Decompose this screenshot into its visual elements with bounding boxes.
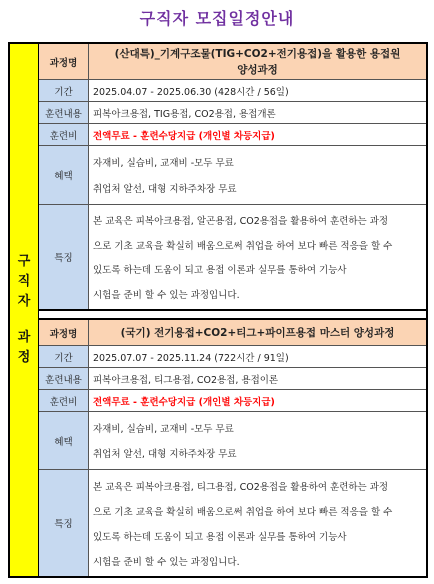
fee-label: 훈련비 <box>39 124 89 145</box>
feature-line: 본 교육은 피복아크용접, 티그용접, CO2용접을 활용하여 훈련하는 과정 <box>93 481 389 493</box>
period-value: 2025.07.07 - 2025.11.24 (722시간 / 91일) <box>93 352 289 364</box>
content-value: 피복아크용접, 티그용접, CO2용접, 용접이론 <box>93 374 279 386</box>
benefit-label: 혜택 <box>39 146 89 204</box>
side-char: 과 <box>17 330 31 345</box>
course-section-2 <box>39 320 426 576</box>
content-row <box>39 102 426 124</box>
feature-line: 시험을 준비 할 수 있는 과정입니다. <box>93 556 240 568</box>
content-label: 훈련내용 <box>39 102 89 123</box>
course-name-line: (산대특)_기계구조물(TIG+CO2+전기용접)을 활용한 용접원 <box>114 47 401 60</box>
course-name-row <box>39 320 426 346</box>
content-label: 훈련내용 <box>39 368 89 389</box>
side-char: 구 <box>17 254 31 269</box>
feature-row <box>39 470 426 576</box>
section-divider <box>39 311 426 320</box>
feature-value <box>89 205 426 309</box>
fee-value: 전액무료 - 훈련수당지급 (개인별 차등지급) <box>93 130 275 142</box>
schedule-table <box>8 42 428 578</box>
period-value: 2025.04.07 - 2025.06.30 (428시간 / 56일) <box>93 86 289 98</box>
course-name-value: (국기) 전기용접+CO2+티그+파이프용접 마스터 양성과정 <box>89 320 426 345</box>
period-row <box>39 80 426 102</box>
benefit-row <box>39 412 426 470</box>
period-label: 기간 <box>39 80 89 101</box>
course-name-line: 양성과정 <box>237 63 278 76</box>
feature-line: 으로 기초 교육을 확실히 배움으로써 취업을 하여 보다 빠른 적응을 할 수 <box>93 506 393 518</box>
benefit-value <box>89 146 426 204</box>
side-category-label <box>10 44 39 576</box>
page-title: 구직자 모집일정안내 <box>139 9 295 28</box>
period-row <box>39 346 426 368</box>
feature-line: 본 교육은 피복아크용접, 알곤용접, CO2용접을 활용하여 훈련하는 과정 <box>93 216 389 228</box>
benefit-line: 취업처 알선, 대형 지하주차장 무료 <box>93 184 237 195</box>
period-label: 기간 <box>39 346 89 367</box>
side-char: 자 <box>17 294 31 309</box>
side-char: 정 <box>17 350 31 365</box>
feature-line: 으로 기초 교육을 확실히 배움으로써 취업을 하여 보다 빠른 적응을 할 수 <box>93 240 393 252</box>
course-name-value <box>89 44 426 79</box>
feature-line: 있도록 하는데 도움이 되고 용접 이론과 실무를 통하여 기능사 <box>93 531 347 543</box>
content-value: 피복아크용접, TIG용접, CO2용접, 용접개론 <box>93 108 276 120</box>
course-name-row <box>39 44 426 80</box>
fee-row <box>39 390 426 412</box>
feature-label: 특징 <box>39 205 89 309</box>
side-char: 직 <box>17 274 31 289</box>
benefit-row <box>39 146 426 205</box>
feature-row <box>39 205 426 309</box>
benefit-label: 혜택 <box>39 412 89 469</box>
benefit-line: 자재비, 실습비, 교재비 -모두 무료 <box>93 423 234 435</box>
fee-row <box>39 124 426 146</box>
feature-line: 있도록 하는데 도움이 되고 용접 이론과 실무를 통하여 기능사 <box>93 265 347 277</box>
course-name-label: 과정명 <box>39 320 89 345</box>
benefit-line: 자재비, 실습비, 교재비 -모두 무료 <box>93 158 234 169</box>
content-row <box>39 368 426 390</box>
feature-label: 특징 <box>39 470 89 576</box>
benefit-line: 취업처 알선, 대형 지하주차장 무료 <box>93 449 237 461</box>
benefit-value <box>89 412 426 469</box>
course-name-label: 과정명 <box>39 44 89 79</box>
fee-label: 훈련비 <box>39 390 89 411</box>
fee-value: 전액무료 - 훈련수당지급 (개인별 차등지급) <box>93 396 275 408</box>
course-section-1 <box>39 44 426 311</box>
feature-line: 시험을 준비 할 수 있는 과정입니다. <box>93 289 240 301</box>
feature-value <box>89 470 426 576</box>
